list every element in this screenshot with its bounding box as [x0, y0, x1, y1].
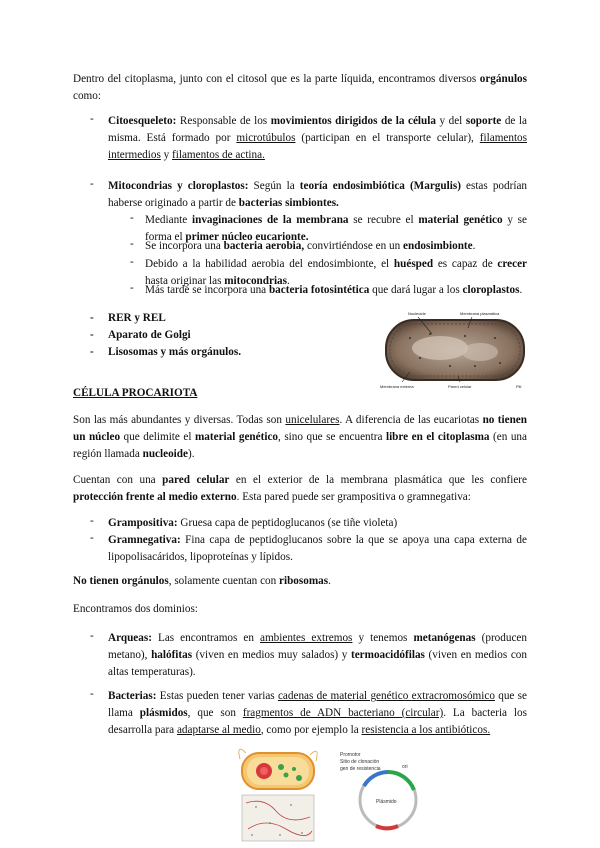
text: y se forma el [145, 214, 527, 243]
bold: No tienen orgánulos [73, 575, 169, 587]
underline: filamentos de actina. [172, 149, 265, 161]
item-gramnegativa [108, 532, 527, 566]
text: , que son [187, 707, 243, 719]
text: Más tarde se incorpora una [145, 284, 269, 296]
text: Debido a la habilidad aerobia del endosimbionte, el [145, 258, 394, 270]
text: (viven en medios muy salados) y [192, 649, 351, 661]
bacteria-micrograph [380, 308, 530, 390]
list-dash: - [90, 515, 94, 527]
text: , solamente cuentan con [168, 575, 280, 587]
bold: halófitas [151, 649, 193, 661]
text: se recubre el [348, 214, 419, 226]
list-dash: - [90, 346, 94, 358]
underline: unicelulares [285, 414, 340, 426]
text: , sino que se encuentra [278, 431, 386, 443]
text: y [160, 149, 173, 161]
text: (viven en medios con altas temperaturas). [108, 649, 527, 678]
bacteria-illustration [236, 745, 320, 843]
text: hasta originar las [145, 275, 225, 287]
nucleoid [412, 336, 468, 360]
bold: crecer [497, 258, 528, 270]
bold: endosimbionte [403, 240, 473, 252]
text: Fina capa de peptidoglucanos sobre la que se apoya una capa externa de lipopolisacáridos, lipoproteínas y lípidos. [108, 534, 527, 563]
term: Bacterias: [108, 690, 157, 702]
underline: fragmentos de ADN bacteriano (circular) [242, 707, 444, 719]
bold: movimientos dirigidos de la célula [270, 115, 436, 127]
bold: bacteria fotosintética [268, 284, 370, 296]
bold: ribosomas [279, 575, 329, 587]
intro-text-end: como: [73, 90, 101, 102]
list-dash: - [90, 329, 94, 341]
label-ori: ori [402, 764, 408, 770]
underline: resistencia a los antibióticos. [361, 724, 491, 736]
label-pili: Pili [516, 384, 522, 389]
list-dash: - [90, 630, 94, 642]
bold: protección frente al medio externo [73, 491, 237, 503]
label-sitio-clonacion: Sitio de clonación [340, 759, 380, 765]
text: y tenemos [352, 632, 414, 644]
text: ). [187, 448, 195, 460]
micrograph-svg [380, 308, 530, 390]
text: (participan en el transporte celular), [295, 132, 480, 144]
sub-item [145, 238, 527, 255]
list-dash: - [90, 113, 94, 125]
procariota-p4: Encontramos dos dominios: [73, 603, 198, 615]
label-gen-resistencia: gen de resistencia [340, 766, 381, 772]
list-dash: - [90, 532, 94, 544]
text: Son las más abundantes y diversas. Todas son [73, 414, 286, 426]
sub-dash: - [130, 256, 134, 268]
term: Citoesqueleto: [108, 115, 177, 127]
underline: microtúbulos [236, 132, 296, 144]
text: y del [435, 115, 466, 127]
label-plasmido: Plásmido [376, 799, 397, 805]
bold: no tienen un núcleo [73, 414, 527, 443]
text: , como por ejemplo la [260, 724, 362, 736]
text: . [287, 275, 290, 287]
text: Cuentan con una [73, 474, 163, 486]
intro-paragraph [73, 71, 527, 105]
bold: material genético [418, 214, 503, 226]
bold: invaginaciones de la membrana [191, 214, 349, 226]
bold: pared celular [162, 474, 230, 486]
text: que se llama [108, 690, 527, 719]
intro-text: Dentro del citoplasma, junto con el citosol que es la parte líquida, encontramos diversos [73, 73, 480, 85]
item-bacterias [108, 688, 527, 739]
underline: cadenas de material genético extracromosómico [277, 690, 495, 702]
text: en el exterior de la membrana plasmática que les confiere [229, 474, 528, 486]
bold: bacterias simbiontes. [238, 197, 339, 209]
sub-item [145, 282, 527, 299]
item-grampositiva [108, 515, 527, 532]
sub-dash: - [130, 212, 134, 224]
text: es capaz de [433, 258, 498, 270]
text: . [328, 575, 331, 587]
text: Estas pueden tener varias [156, 690, 278, 702]
text: convirtiéndose en un [304, 240, 403, 252]
bold: plásmidos [139, 707, 188, 719]
underline: adaptarse al medio [176, 724, 261, 736]
term: Gramnegativa: [108, 534, 181, 546]
text: . Esta pared puede ser grampositiva o gramnegativa: [236, 491, 471, 503]
bold: mitocondrias [224, 275, 288, 287]
sub-dash: - [130, 238, 134, 250]
em-micrograph [242, 795, 314, 841]
list-dash: - [90, 178, 94, 190]
text: que dará lugar a los [369, 284, 463, 296]
text: Se incorpora una [145, 240, 224, 252]
text: . A diferencia de las eucariotas [339, 414, 483, 426]
label-membrana-plasmatica: Membrana plasmática [460, 311, 500, 316]
label-promotor: Promotor [340, 752, 361, 758]
text: . [519, 284, 523, 296]
bold: termoacidófilas [350, 649, 425, 661]
text: Responsable de los [176, 115, 271, 127]
bold: soporte [465, 115, 502, 127]
term: Arqueas: [108, 632, 152, 644]
label-nucleoide: Nucleoide [408, 311, 426, 316]
text: Las encontramos en [151, 632, 260, 644]
text: . [472, 240, 476, 252]
term: Mitocondrias y cloroplastos: [108, 180, 249, 192]
sub-dash: - [130, 282, 134, 294]
text: . La bacteria los desarrolla para [108, 707, 527, 736]
bacteria-illustration-svg [236, 745, 320, 843]
list-dash: - [90, 688, 94, 700]
item-mitocondrias [108, 178, 527, 212]
text: (producen metano), [108, 632, 527, 661]
section-heading: CÉLULA PROCARIOTA [73, 387, 198, 399]
text: estas podrían haberse originado a partir de [108, 180, 527, 209]
text: que delimite el [120, 431, 195, 443]
item-golgi: Aparato de Golgi [108, 329, 191, 341]
bold: bacteria aerobia, [223, 240, 305, 252]
bold: cloroplastos [462, 284, 520, 296]
item-lisosomas: Lisosomas y más orgánulos. [108, 346, 242, 358]
procariota-p3 [73, 573, 527, 590]
intro-bold: orgánulos [479, 73, 527, 85]
underline: ambientes extremos [260, 632, 353, 644]
text: de la misma. Está formado por [108, 115, 527, 144]
bold: metanógenas [413, 632, 476, 644]
label-pared-celular: Pared celular [448, 384, 472, 389]
procariota-p2 [73, 472, 527, 506]
bold: material genético [194, 431, 279, 443]
term: Grampositiva: [108, 517, 178, 529]
bold: huésped [393, 258, 434, 270]
bold: nucleoide [142, 448, 188, 460]
text: Mediante [145, 214, 192, 226]
label-membrana-externa: Membrana externa [380, 384, 414, 389]
text: Gruesa capa de peptidoglucanos (se tiñe violeta) [177, 517, 398, 529]
underline: filamentos intermedios [108, 132, 528, 161]
plasmid-diagram [340, 748, 440, 840]
item-arqueas [108, 630, 527, 681]
item-rer: RER y REL [108, 312, 166, 324]
text: Según la [248, 180, 300, 192]
list-dash: - [90, 312, 94, 324]
bold: primer núcleo eucarionte. [185, 231, 309, 243]
bold: libre en el citoplasma [385, 431, 490, 443]
item-citoesqueleto [108, 113, 527, 164]
procariota-p1 [73, 412, 527, 463]
bold: teoría endosimbiótica (Margulis) [299, 180, 461, 192]
text: (en una región llamada [73, 431, 527, 460]
plasmid-svg [340, 748, 440, 840]
